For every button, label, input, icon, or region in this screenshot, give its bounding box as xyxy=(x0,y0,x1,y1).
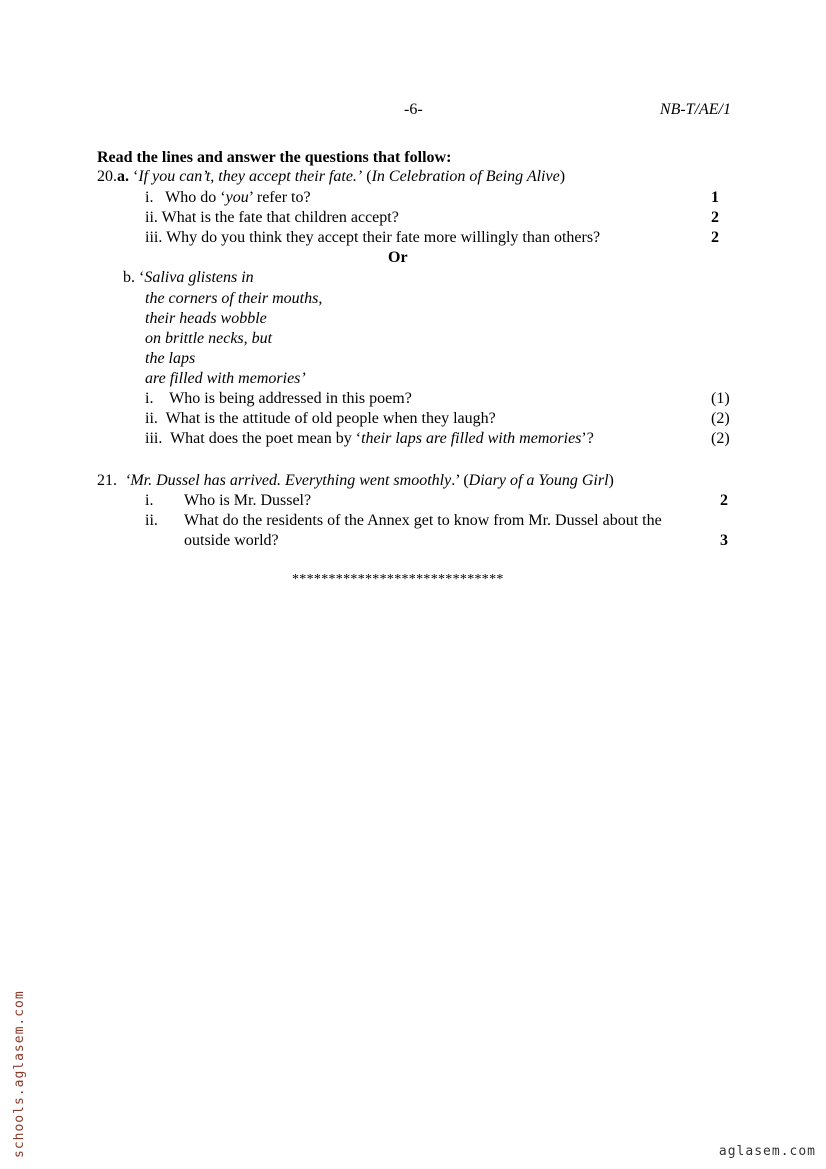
side-watermark: schools.aglasem.com xyxy=(12,990,27,1158)
q21-item-2-num: ii. xyxy=(145,512,158,529)
q20b-line-2: the corners of their mouths, xyxy=(145,290,323,307)
q20b-item-1: i. Who is being addressed in this poem? xyxy=(145,390,412,407)
q21-item-1-marks: 2 xyxy=(720,492,728,509)
q20a-item-1: i. Who do ‘you’ refer to? xyxy=(145,189,311,206)
q20-number: 20. xyxy=(97,168,117,185)
q20b-item-3: iii. What does the poet mean by ‘their laps are filled with memories’? xyxy=(145,430,594,447)
q20a-stem: 20.a. ‘If you can’t, they accept their fate.’ (In Celebration of Being Alive) xyxy=(97,168,566,185)
q21-number: 21. xyxy=(97,472,117,489)
end-of-paper-marker: ***************************** xyxy=(292,572,504,587)
page-number: -6- xyxy=(404,101,423,118)
q20b-item-2-marks: (2) xyxy=(711,410,730,427)
q20b-item-3-marks: (2) xyxy=(711,430,730,447)
q20b-line-6: are filled with memories’ xyxy=(145,370,306,387)
q20b-item-2: ii. What is the attitude of old people when they laugh? xyxy=(145,410,496,427)
q21-item-1-text: Who is Mr. Dussel? xyxy=(184,492,312,509)
q20b-line-4: on brittle necks, but xyxy=(145,330,273,347)
q20a-item-3: iii. Why do you think they accept their fate more willingly than others? xyxy=(145,229,601,246)
paper-code: NB-T/AE/1 xyxy=(659,101,731,118)
q21-item-2-marks: 3 xyxy=(720,532,728,549)
q20a-item-2: ii. What is the fate that children accept? xyxy=(145,209,399,226)
q21-item-2-text-line2: outside world? xyxy=(184,532,279,549)
q20b-label: b. ‘ xyxy=(123,269,145,286)
q20b-line-5: the laps xyxy=(145,350,196,367)
q20a-quote: If you can’t, they accept their fate.’ xyxy=(138,168,363,185)
q20a-label: a. xyxy=(117,168,129,185)
q20a-item-2-marks: 2 xyxy=(711,209,719,226)
instruction-heading: Read the lines and answer the questions that follow: xyxy=(97,149,452,166)
q21-source: Diary of a Young Girl xyxy=(468,472,609,489)
or-separator: Or xyxy=(388,249,408,266)
q20b-line-3: their heads wobble xyxy=(145,310,267,327)
footer-watermark: aglasem.com xyxy=(718,1144,816,1159)
q20a-item-1-marks: 1 xyxy=(711,189,719,206)
q20a-item-3-marks: 2 xyxy=(711,229,719,246)
q20b-line-1: b. ‘Saliva glistens in xyxy=(123,269,254,286)
q21-stem: 21. ‘Mr. Dussel has arrived. Everything went smoothly.’ (Diary of a Young Girl) xyxy=(97,472,614,489)
q20b-item-1-marks: (1) xyxy=(711,390,730,407)
q21-item-2-text-line1: What do the residents of the Annex get to know from Mr. Dussel about the xyxy=(184,512,662,529)
q21-item-1-num: i. xyxy=(145,492,154,509)
q21-quote: ‘Mr. Dussel has arrived. Everything went smoothly xyxy=(125,472,452,489)
q20a-source: In Celebration of Being Alive xyxy=(371,168,560,185)
